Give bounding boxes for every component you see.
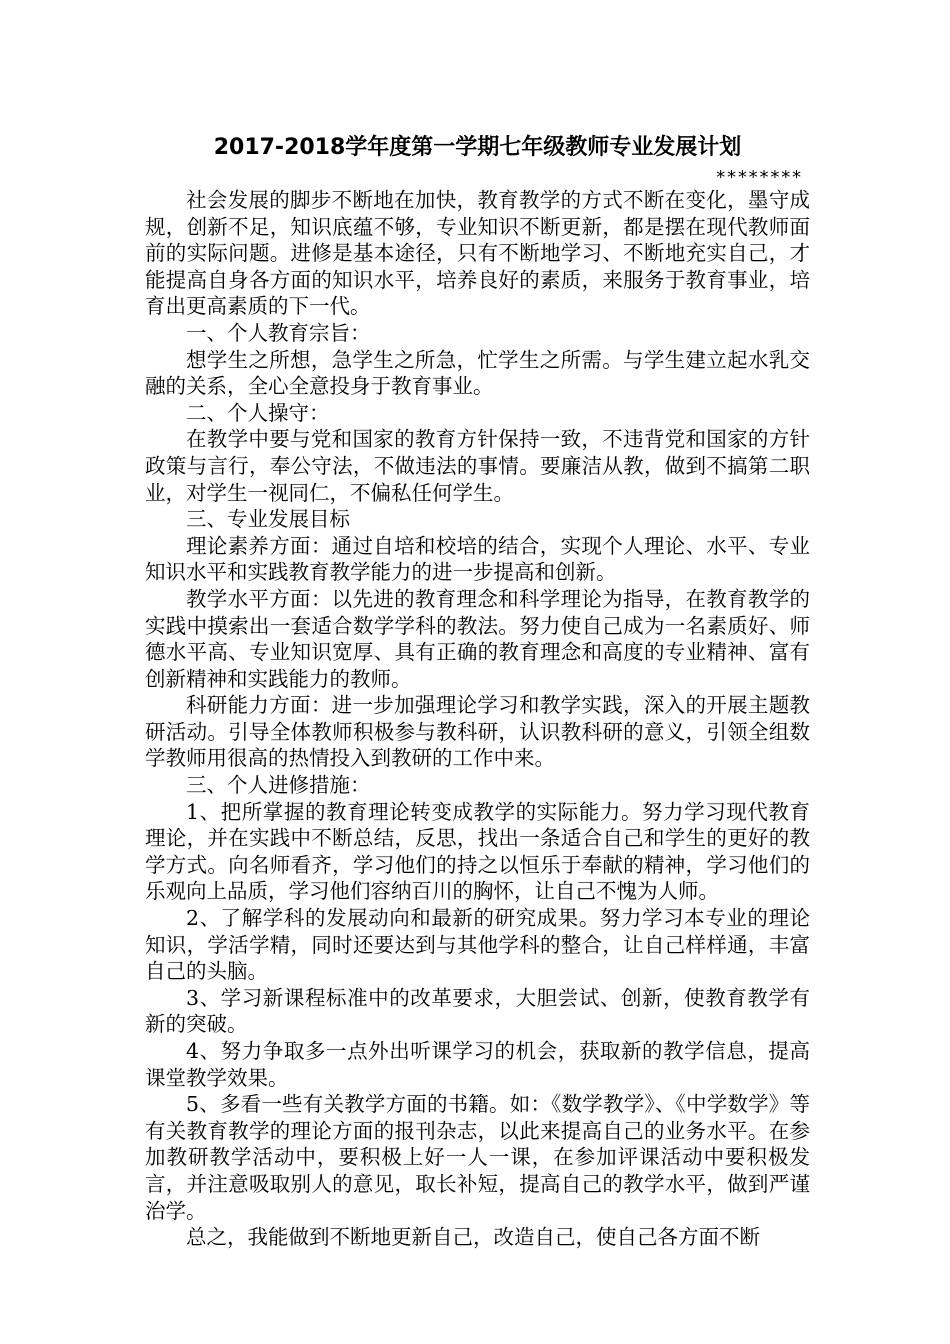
heading-teaching-purpose: 一、个人教育宗旨： xyxy=(186,320,371,345)
author-mask: ******** xyxy=(715,167,802,188)
heading-development-goals: 三、专业发展目标 xyxy=(186,507,350,532)
document-title: 2017-2018学年度第一学期七年级教师专业发展计划 xyxy=(213,135,742,160)
paragraph-personal-conduct: 在教学中要与党和国家的教育方针保持一致，不违背党和国家的方针政策与言行，奉公守法，不做违法的事情。要廉洁从教，做到不搞第二职业，对学生一视同仁，不偏私任何学生。 xyxy=(145,427,810,505)
list-item-measure-2: 2、了解学科的发展动向和最新的研究成果。努力学习本专业的理论知识，学活学精，同时还要达到与其他学科的整合，让自己样样通，丰富自己的头脑。 xyxy=(145,906,810,984)
heading-study-measures: 三、个人进修措施： xyxy=(186,773,371,798)
paragraph-teaching-goal: 教学水平方面：以先进的教育理念和科学理论为指导，在教育教学的实践中摸索出一套适合数学学科的教法。努力使自己成为一名素质好、师德水平高、专业知识宽厚、具有正确的教育理念和高度的专业精神、富有创新精神和实践能力的教师。 xyxy=(145,586,810,691)
list-item-measure-1: 1、把所掌握的教育理论转变成教学的实际能力。努力学习现代教育理论，并在实践中不断总结，反思，找出一条适合自己和学生的更好的教学方式。向名师看齐，学习他们的持之以恒乐于奉献的精神，学习他们的乐观向上品质，学习他们容纳百川的胸怀，让自己不愧为人师。 xyxy=(145,799,810,904)
list-item-measure-4: 4、努力争取多一点外出听课学习的机会，获取新的教学信息，提高课堂教学效果。 xyxy=(145,1039,810,1090)
paragraph-teaching-purpose: 想学生之所想，急学生之所急，忙学生之所需。与学生建立起水乳交融的关系，全心全意投身于教育事业。 xyxy=(145,347,810,399)
paragraph-intro: 社会发展的脚步不断地在加快，教育教学的方式不断在变化，墨守成规，创新不足，知识底蕴不够，专业知识不断更新，都是摆在现代教师面前的实际问题。进修是基本途径，只有不断地学习、不断地充实自己，才能提高自身各方面的知识水平，培养良好的素质，来服务于教育事业，培育出更高素质的下一代。 xyxy=(145,188,810,319)
list-item-measure-5: 5、多看一些有关教学方面的书籍。如：《数学教学》、《中学数学》等有关教育教学的理论方面的报刊杂志，以此来提高自己的业务水平。在参加教研教学活动中，要积极上好一人一课，在参加评课活动中要积极发言，并注意吸取别人的意见，取长补短，提高自己的教学水平，做到严谨治学。 xyxy=(145,1092,810,1223)
paragraph-conclusion: 总之，我能做到不断地更新自己，改造自己，使自己各方面不断 xyxy=(186,1225,760,1250)
document-page xyxy=(145,133,810,1251)
paragraph-research-goal: 科研能力方面：进一步加强理论学习和教学实践，深入的开展主题教研活动。引导全体教师积极参与教科研，认识教科研的意义，引领全组数学教师用很高的热情投入到教研的工作中来。 xyxy=(145,693,810,771)
list-item-measure-3: 3、学习新课程标准中的改革要求，大胆尝试、创新，使教育教学有新的突破。 xyxy=(145,985,810,1037)
paragraph-theory-goal: 理论素养方面：通过自培和校培的结合，实现个人理论、水平、专业知识水平和实践教育教学能力的进一步提高和创新。 xyxy=(145,533,810,585)
heading-personal-conduct: 二、个人操守： xyxy=(186,400,330,425)
